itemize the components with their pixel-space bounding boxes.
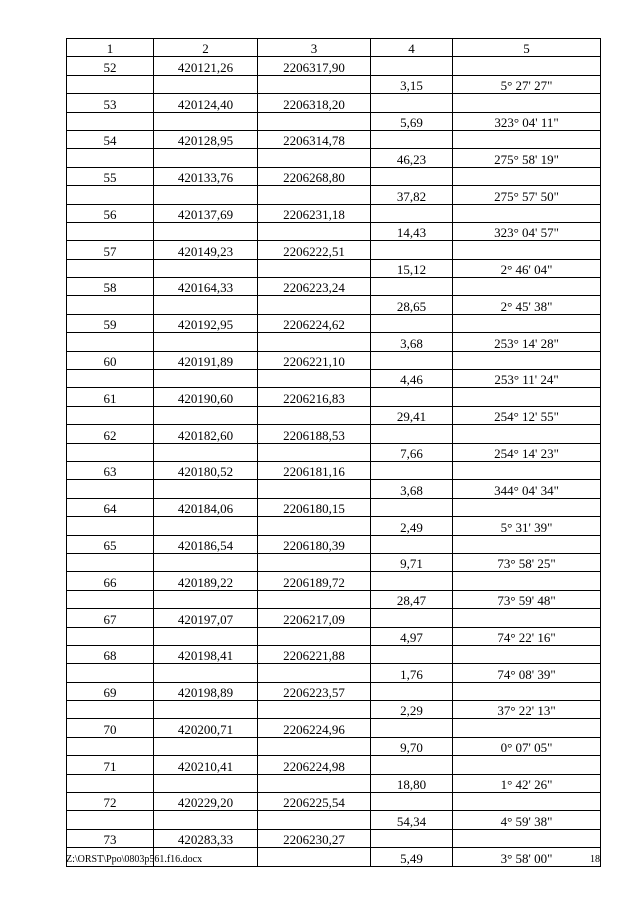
table-cell [67,590,154,608]
table-cell [453,388,601,406]
table-cell [154,406,258,424]
table-row [67,553,601,571]
table-cell [258,259,371,277]
table-cell: 74° 08' 39" [453,664,601,682]
table-cell [371,351,453,369]
table-cell [154,222,258,240]
table-cell [67,259,154,277]
table-cell: 4,46 [371,370,453,388]
table-cell [371,682,453,700]
table-row [67,222,601,240]
table-row [67,627,601,645]
table-cell: 9,71 [371,553,453,571]
table-cell [67,553,154,571]
table-cell [154,737,258,755]
table-cell [67,664,154,682]
table-cell: 57 [67,241,154,259]
table-cell: 420210,41 [154,756,258,774]
table-cell: 2206221,88 [258,645,371,663]
table-row [67,461,601,479]
table-row [67,406,601,424]
table-cell: 58 [67,278,154,296]
table-cell: 73° 58' 25" [453,553,601,571]
table-cell: 2,29 [371,701,453,719]
table-cell [258,737,371,755]
table-cell [453,498,601,516]
table-row [67,388,601,406]
table-cell: 420229,20 [154,793,258,811]
table-cell: 254° 12' 55" [453,406,601,424]
table-cell [453,278,601,296]
table-cell: 3° 58' 00" [453,848,601,866]
table-cell: 275° 58' 19" [453,149,601,167]
table-body [67,57,601,866]
table-row [67,204,601,222]
table-cell: 4,97 [371,627,453,645]
table-cell: 68 [67,645,154,663]
table-cell: 2206181,16 [258,461,371,479]
table-cell: 67 [67,609,154,627]
table-cell [371,461,453,479]
table-row [67,480,601,498]
table-cell: 5,69 [371,112,453,130]
table-cell: 37,82 [371,186,453,204]
table-cell: 2206231,18 [258,204,371,222]
table-cell [371,425,453,443]
table-cell [67,333,154,351]
table-cell: 420164,33 [154,278,258,296]
table-cell: 420190,60 [154,388,258,406]
coordinates-table [66,38,601,867]
table-cell [453,645,601,663]
table-cell [67,406,154,424]
table-cell: 52 [67,57,154,75]
table-row [67,517,601,535]
table-row [67,425,601,443]
table-cell [453,94,601,112]
table-cell [154,590,258,608]
table-cell [258,848,371,866]
table-cell [258,333,371,351]
table-cell: 420198,89 [154,682,258,700]
column-header-2: 2 [154,39,258,57]
column-header-5: 5 [453,39,601,57]
table-cell [453,57,601,75]
table-row [67,241,601,259]
table-cell: 2206224,98 [258,756,371,774]
table-cell [453,204,601,222]
table-row [67,498,601,516]
table-cell [371,241,453,259]
table-cell [453,609,601,627]
table-cell: 1,76 [371,664,453,682]
table-row [67,664,601,682]
table-cell [67,112,154,130]
table-cell: 2206225,54 [258,793,371,811]
table-cell [371,572,453,590]
table-cell [67,480,154,498]
table-row [67,351,601,369]
table-cell [67,517,154,535]
table-cell: 420180,52 [154,461,258,479]
header-row [67,39,601,57]
table-cell: 253° 11' 24" [453,370,601,388]
table-cell: 420198,41 [154,645,258,663]
table-cell [154,149,258,167]
column-header-3: 3 [258,39,371,57]
table-row [67,333,601,351]
table-cell [154,553,258,571]
table-row [67,112,601,130]
table-cell: 420184,06 [154,498,258,516]
table-cell [67,296,154,314]
table-cell: 420189,22 [154,572,258,590]
table-row [67,57,601,75]
table-row [67,793,601,811]
table-row [67,278,601,296]
table-cell [67,222,154,240]
table-cell [258,406,371,424]
table-row [67,149,601,167]
table-cell [154,774,258,792]
table-cell: 2206189,72 [258,572,371,590]
table-cell [154,627,258,645]
table-cell: 55 [67,167,154,185]
table-row [67,719,601,737]
table-cell [258,149,371,167]
table-cell: 61 [67,388,154,406]
table-cell: 420182,60 [154,425,258,443]
table-cell: 7,66 [371,443,453,461]
table-cell: 2206223,24 [258,278,371,296]
table-cell [67,186,154,204]
table-row [67,167,601,185]
table-cell [453,719,601,737]
table-cell: 3,68 [371,480,453,498]
table-cell: 2° 46' 04" [453,259,601,277]
table-cell: 59 [67,314,154,332]
table-row [67,811,601,829]
table-cell: 254° 14' 23" [453,443,601,461]
table-row [67,609,601,627]
table-row [67,737,601,755]
table-row [67,535,601,553]
table-cell: 66 [67,572,154,590]
table-cell [154,370,258,388]
table-cell: 323° 04' 11" [453,112,601,130]
table-cell [371,829,453,847]
table-cell [371,130,453,148]
table-row [67,314,601,332]
table-row [67,774,601,792]
table-cell [154,443,258,461]
table-cell: 2206222,51 [258,241,371,259]
table-row [67,186,601,204]
table-cell: 73 [67,829,154,847]
table-cell: 420124,40 [154,94,258,112]
table-cell: 420186,54 [154,535,258,553]
table-cell [154,75,258,93]
table-cell [67,811,154,829]
table-cell: 2206180,39 [258,535,371,553]
table-cell: 420191,89 [154,351,258,369]
table-cell: 2,49 [371,517,453,535]
table-cell [258,590,371,608]
table-cell [371,498,453,516]
table-cell: 2206317,90 [258,57,371,75]
table-cell [453,351,601,369]
table-cell [258,517,371,535]
table-cell [258,443,371,461]
table-header [67,39,601,57]
table-cell [371,94,453,112]
table-cell: 56 [67,204,154,222]
table-cell [371,278,453,296]
table-cell [67,443,154,461]
table-cell [453,314,601,332]
table-row [67,94,601,112]
table-cell: 3,15 [371,75,453,93]
table-cell: 71 [67,756,154,774]
table-cell: 2206216,83 [258,388,371,406]
table-cell: 420283,33 [154,829,258,847]
table-cell [371,609,453,627]
table-cell: 2206224,96 [258,719,371,737]
table-row [67,259,601,277]
table-cell [453,829,601,847]
table-cell: 5° 31' 39" [453,517,601,535]
table-cell: 420200,71 [154,719,258,737]
table-cell [258,627,371,645]
table-cell: 70 [67,719,154,737]
table-cell [154,480,258,498]
table-cell: 2206217,09 [258,609,371,627]
column-header-1: 1 [67,39,154,57]
table-cell: 275° 57' 50" [453,186,601,204]
table-cell [258,296,371,314]
table-cell: 5° 27' 27" [453,75,601,93]
table-cell: 323° 04' 57" [453,222,601,240]
table-cell [67,774,154,792]
table-cell: 62 [67,425,154,443]
table-cell [371,388,453,406]
table-cell [371,793,453,811]
table-row [67,75,601,93]
table-cell [453,241,601,259]
table-cell: 64 [67,498,154,516]
table-cell [154,664,258,682]
table-cell [453,167,601,185]
table-cell [371,167,453,185]
table-cell [154,333,258,351]
table-cell [258,480,371,498]
table-cell: 37° 22' 13" [453,701,601,719]
table-cell: 2206230,27 [258,829,371,847]
table-cell [453,461,601,479]
table-cell: 420192,95 [154,314,258,332]
table-cell: 2206180,15 [258,498,371,516]
table-cell: 14,43 [371,222,453,240]
table-row [67,756,601,774]
table-row [67,443,601,461]
table-cell: 9,70 [371,737,453,755]
table-row [67,682,601,700]
table-cell: 420197,07 [154,609,258,627]
table-cell: 420128,95 [154,130,258,148]
table-cell: 5,49 [371,848,453,866]
table-cell [453,130,601,148]
table-row [67,645,601,663]
table-cell [154,701,258,719]
table-cell: 420121,26 [154,57,258,75]
table-cell: 73° 59' 48" [453,590,601,608]
table-cell [371,535,453,553]
table-cell [371,719,453,737]
table-row [67,130,601,148]
table-row [67,572,601,590]
table-cell [258,774,371,792]
table-row [67,296,601,314]
table-cell: 60 [67,351,154,369]
table-cell: 2206223,57 [258,682,371,700]
table-cell [258,112,371,130]
table-cell: 15,12 [371,259,453,277]
table-cell: 420137,69 [154,204,258,222]
table-cell: 2206221,10 [258,351,371,369]
table-cell [154,517,258,535]
table-cell: 253° 14' 28" [453,333,601,351]
table-cell [154,296,258,314]
table-cell [154,259,258,277]
table-cell [453,756,601,774]
table-cell: 2° 45' 38" [453,296,601,314]
table-cell: 344° 04' 34" [453,480,601,498]
table-cell: 28,47 [371,590,453,608]
table-cell [371,645,453,663]
table-cell: 18,80 [371,774,453,792]
table-cell: 2206224,62 [258,314,371,332]
table-cell [453,535,601,553]
table-cell: 0° 07' 05" [453,737,601,755]
table-cell [453,425,601,443]
table-cell [453,682,601,700]
footer-page-number: 18 [590,854,600,865]
table-cell [67,627,154,645]
table-cell: 420149,23 [154,241,258,259]
table-row [67,701,601,719]
table-row [67,829,601,847]
table-cell [258,811,371,829]
table-cell: 29,41 [371,406,453,424]
table-cell: 69 [67,682,154,700]
table-cell [258,75,371,93]
table-cell [154,811,258,829]
table-cell: 53 [67,94,154,112]
table-cell [371,57,453,75]
table-cell [67,701,154,719]
table-cell [67,370,154,388]
table-cell: 3,68 [371,333,453,351]
table-cell [258,370,371,388]
table-cell: 4° 59' 38" [453,811,601,829]
table-cell [154,186,258,204]
table-cell [154,112,258,130]
table-cell: 2206318,20 [258,94,371,112]
table-cell: 420133,76 [154,167,258,185]
table-cell [258,222,371,240]
table-cell [453,793,601,811]
table-cell [258,664,371,682]
table-row [67,590,601,608]
table-cell: 72 [67,793,154,811]
table-cell [67,737,154,755]
table-cell [258,701,371,719]
table-cell [67,149,154,167]
table-cell: 54 [67,130,154,148]
table-cell: 74° 22' 16" [453,627,601,645]
table-cell: 1° 42' 26" [453,774,601,792]
table-cell: 63 [67,461,154,479]
table-cell: 28,65 [371,296,453,314]
table-cell: 2206268,80 [258,167,371,185]
table-cell: 2206188,53 [258,425,371,443]
table-cell: 2206314,78 [258,130,371,148]
column-header-4: 4 [371,39,453,57]
table-cell [371,314,453,332]
table-cell: 54,34 [371,811,453,829]
table-row [67,370,601,388]
table-cell [371,756,453,774]
footer-file-path: Z:\ORST\Ppo\0803p561.f16.docx [66,854,203,865]
table-cell [67,75,154,93]
table-cell [258,186,371,204]
table-cell [258,553,371,571]
table-cell [371,204,453,222]
table-cell: 46,23 [371,149,453,167]
table-cell [453,572,601,590]
table-cell: 65 [67,535,154,553]
